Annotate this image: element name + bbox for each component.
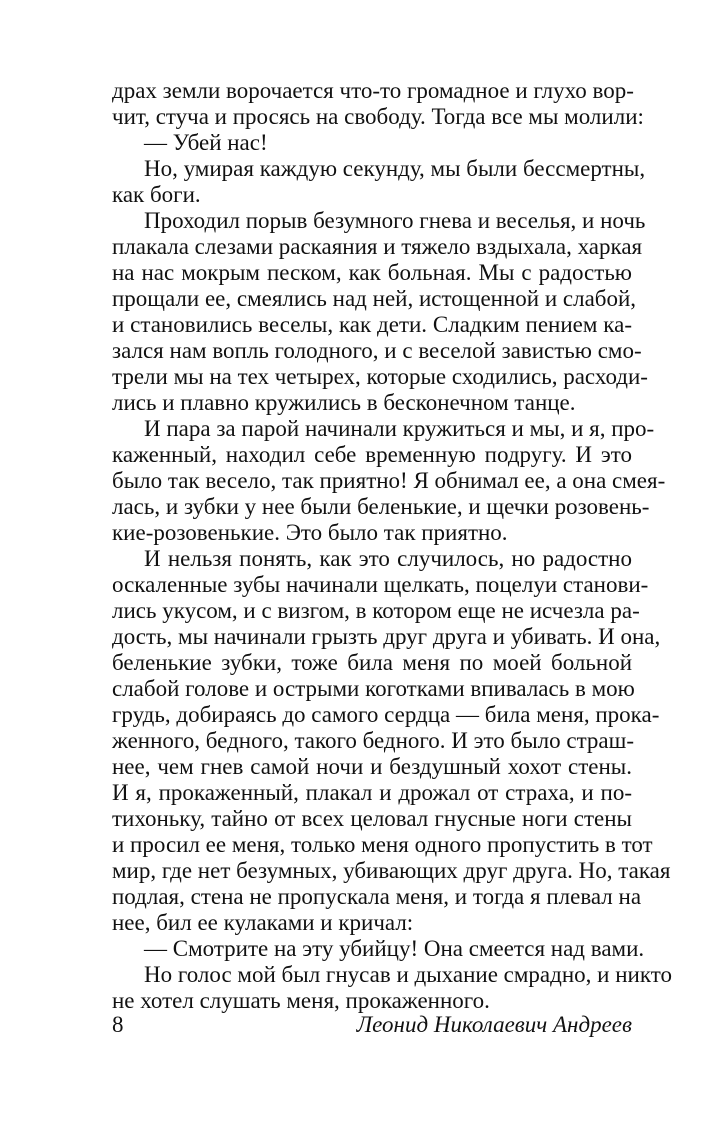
- text-line: И нельзя понять, как это случилось, но радостно: [144, 546, 632, 571]
- text-line: И пара за парой начинали кружиться и мы, и я, про-: [144, 416, 655, 441]
- text-line: слабой голове и острыми коготками впивалась в мою: [112, 676, 635, 701]
- text-line: — Убей нас!: [144, 130, 268, 155]
- text-line: прощали ее, смеялись над ней, истощенной и слабой,: [112, 286, 637, 311]
- text-line: тихоньку, тайно от всех целовал гнусные ноги стены: [112, 806, 632, 831]
- text-line: И я, прокаженный, плакал и дрожал от страха, и по-: [112, 780, 632, 805]
- text-line: нее, бил ее кулаками и кричал:: [112, 910, 414, 935]
- text-line: и просил ее меня, только меня одного пропустить в тот: [112, 832, 653, 857]
- text-line: лась, и зубки у нее были беленькие, и щечки розовень-: [112, 494, 650, 519]
- text-line: лись и плавно кружились в бесконечном танце.: [112, 390, 576, 415]
- text-line: кие-розовенькие. Это было так приятно.: [112, 520, 508, 545]
- text-line: нее, чем гнев самой ночи и бездушный хохот стены.: [112, 754, 632, 779]
- text-line: дость, мы начинали грызть друг друга и убивать. И она,: [112, 624, 661, 649]
- text-line: чит, стуча и просясь на свободу. Тогда все мы молили:: [112, 104, 644, 129]
- text-line: и становились веселы, как дети. Сладким пением ка-: [112, 312, 632, 337]
- text-line: лись укусом, и с визгом, в котором еще не исчезла ра-: [112, 598, 640, 623]
- text-line: Но, умирая каждую секунду, мы были бессмертны,: [144, 156, 646, 181]
- text-line: подлая, стена не пропускала меня, и тогда я плевал на: [112, 884, 642, 909]
- text-line: — Смотрите на эту убийцу! Она смеется над вами.: [144, 936, 645, 961]
- body-text: [112, 78, 672, 1014]
- text-line: плакала слезами раскаяния и тяжело вздыхала, харкая: [112, 234, 643, 259]
- text-line: Проходил порыв безумного гнева и веселья, и ночь: [144, 208, 646, 233]
- running-footer-author: Леонид Николаевич Андреев: [356, 1012, 632, 1037]
- text-line: как боги.: [112, 182, 201, 207]
- text-line: не хотел слушать меня, прокаженного.: [112, 988, 490, 1013]
- text-line: было так весело, так приятно! Я обнимал ее, а она смея-: [112, 468, 666, 493]
- text-line: мир, где нет безумных, убивающих друг друга. Но, такая: [112, 858, 671, 883]
- page-number: 8: [112, 1012, 124, 1037]
- text-line: беленькие зубки, тоже била меня по моей больной: [112, 650, 632, 675]
- text-line: драх земли ворочается что-то громадное и глухо вор-: [112, 78, 634, 103]
- text-line: зался нам вопль голодного, и с веселой завистью смо-: [112, 338, 642, 363]
- text-line: каженный, находил себе временную подругу. И это: [112, 442, 632, 467]
- text-line: грудь, добираясь до самого сердца — била меня, прока-: [112, 702, 660, 727]
- text-line: трели мы на тех четырех, которые сходились, расходи-: [112, 364, 648, 389]
- text-line: Но голос мой был гнусав и дыхание смрадно, и никто: [144, 962, 672, 987]
- text-line: на нас мокрым песком, как больная. Мы с радостью: [112, 260, 632, 285]
- text-line: женного, бедного, такого бедного. И это было страш-: [112, 728, 635, 753]
- text-line: оскаленные зубы начинали щелкать, поцелуи станови-: [112, 572, 649, 597]
